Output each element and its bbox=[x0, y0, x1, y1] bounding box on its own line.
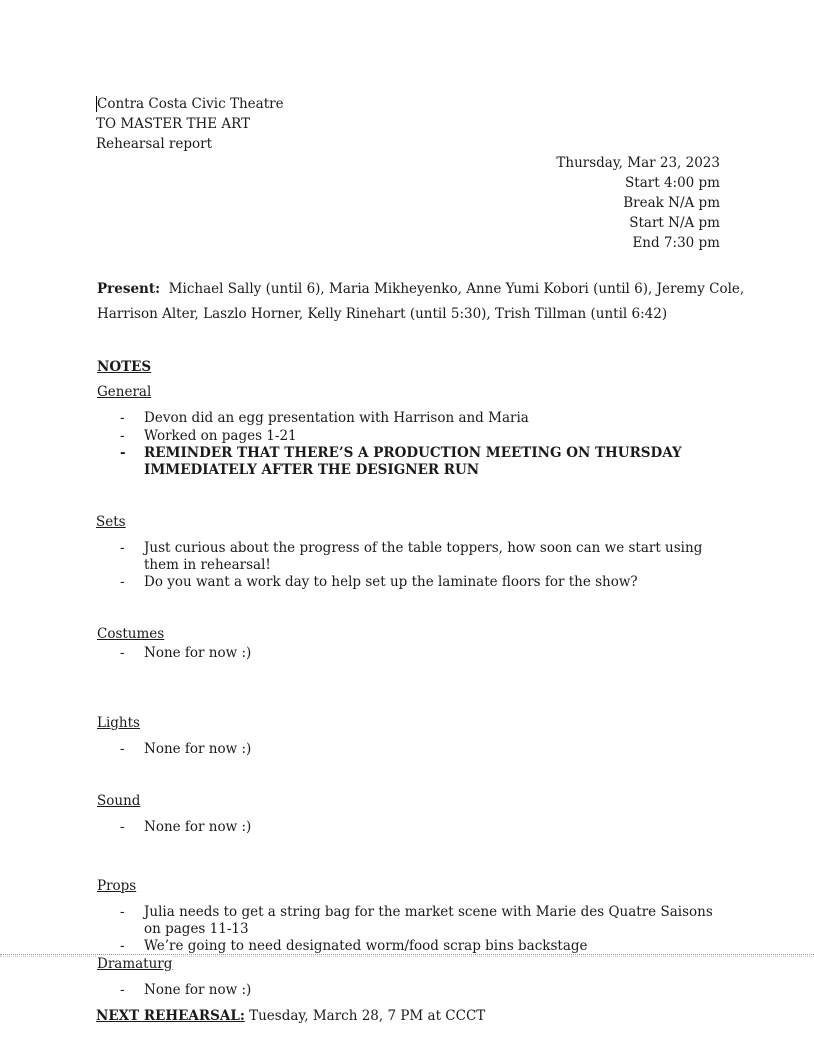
present-line-1 bbox=[97, 280, 744, 298]
next-rehearsal bbox=[96, 1007, 485, 1025]
bullet-dash: - bbox=[120, 982, 125, 998]
bullet-dash: - bbox=[120, 645, 125, 661]
dramaturg-item-1: None for now :) bbox=[144, 982, 252, 998]
present-names-1: Michael Sally (until 6), Maria Mikheyenko, Anne Yumi Kobori (until 6), Jeremy Cole, bbox=[168, 281, 745, 297]
section-title-costumes: Costumes bbox=[97, 626, 165, 642]
report-type: Rehearsal report bbox=[96, 136, 213, 152]
next-rehearsal-value: Tuesday, March 28, 7 PM at CCCT bbox=[249, 1008, 486, 1024]
section-title-sets: Sets bbox=[96, 514, 126, 530]
general-item-2: Worked on pages 1-21 bbox=[144, 428, 297, 444]
props-item-2: We’re going to need designated worm/food scrap bins backstage bbox=[144, 938, 588, 954]
bullet-dash: - bbox=[120, 540, 125, 556]
section-title-lights: Lights bbox=[97, 715, 140, 731]
start-time: Start 4:00 pm bbox=[625, 175, 720, 191]
org-name: Contra Costa Civic Theatre bbox=[97, 96, 284, 112]
bullet-dash: - bbox=[120, 574, 125, 590]
sound-item-1: None for now :) bbox=[144, 819, 252, 835]
bullet-dash: - bbox=[120, 741, 125, 757]
end-time: End 7:30 pm bbox=[632, 235, 720, 251]
section-title-props: Props bbox=[97, 878, 137, 894]
next-rehearsal-label: NEXT REHEARSAL: bbox=[96, 1008, 245, 1024]
bullet-dash: - bbox=[120, 819, 125, 835]
report-date: Thursday, Mar 23, 2023 bbox=[556, 155, 720, 171]
bullet-dash: - bbox=[120, 904, 125, 920]
section-title-dramaturg: Dramaturg bbox=[97, 956, 173, 972]
restart-time: Start N/A pm bbox=[629, 215, 720, 231]
break-time: Break N/A pm bbox=[623, 195, 720, 211]
show-title: TO MASTER THE ART bbox=[96, 116, 251, 132]
bullet-dash: - bbox=[120, 428, 125, 444]
costumes-item-1: None for now :) bbox=[144, 645, 252, 661]
section-title-general: General bbox=[97, 384, 152, 400]
section-title-sound: Sound bbox=[97, 793, 141, 809]
present-label: Present: bbox=[97, 281, 161, 297]
props-item-1: Julia needs to get a string bag for the market scene with Marie des Quatre Saisons on pages 11-13 bbox=[144, 904, 713, 937]
sets-item-1: Just curious about the progress of the table toppers, how soon can we start using them in rehearsal! bbox=[144, 540, 703, 573]
lights-item-1: None for now :) bbox=[144, 741, 252, 757]
bullet-dash: - bbox=[120, 410, 125, 426]
bullet-dash: - bbox=[120, 445, 126, 461]
notes-heading: NOTES bbox=[97, 359, 152, 375]
bullet-dash: - bbox=[120, 938, 125, 954]
general-item-3: REMINDER THAT THERE’S A PRODUCTION MEETING ON THURSDAY IMMEDIATELY AFTER THE DESIGNER RUN bbox=[144, 445, 682, 478]
sets-item-2: Do you want a work day to help set up the laminate floors for the show? bbox=[144, 574, 638, 590]
general-item-1: Devon did an egg presentation with Harrison and Maria bbox=[144, 410, 529, 426]
present-names-2: Harrison Alter, Laszlo Horner, Kelly Rinehart (until 5:30), Trish Tillman (until 6:42) bbox=[97, 306, 668, 322]
